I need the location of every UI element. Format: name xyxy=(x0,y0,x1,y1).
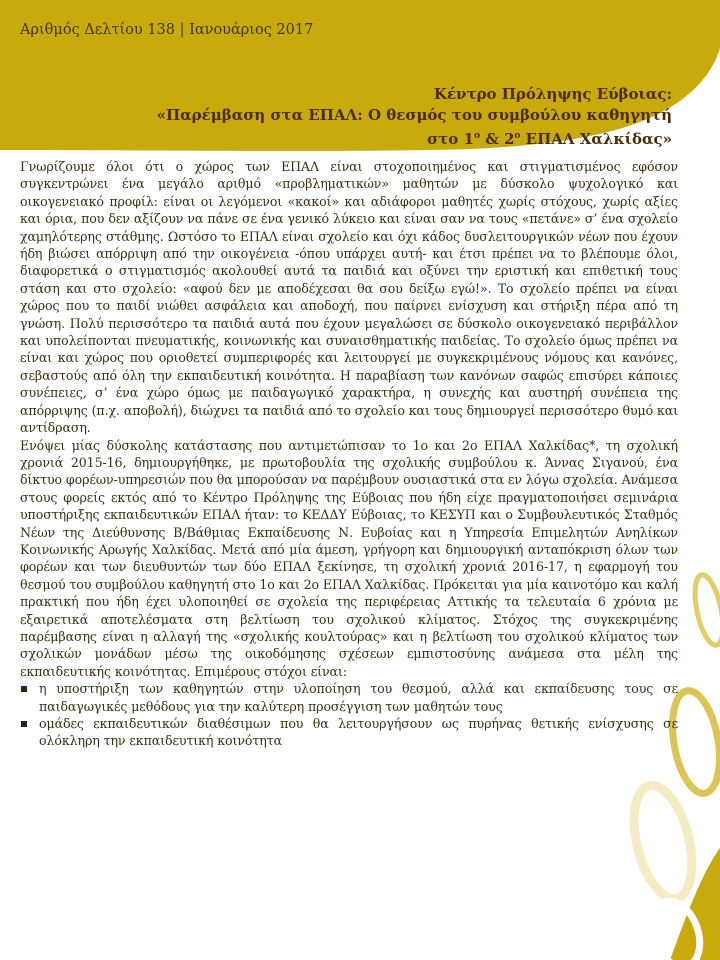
title-line-3 xyxy=(52,126,672,150)
square-bullet-icon xyxy=(21,686,27,692)
title-line-1: Κέντρο Πρόληψης Εύβοιας: xyxy=(433,85,672,103)
article-title xyxy=(52,84,672,150)
title-line-2: «Παρέμβαση στα ΕΠΑΛ: Ο θεσμός του συμβούλου καθηγητή xyxy=(156,106,672,124)
title-line-3-part-b: & 2 xyxy=(479,130,515,148)
paragraph-1: Γνωρίζουμε όλοι ότι ο χώρος των ΕΠΑΛ είναι στοχοποιημένος και στιγματισμένος εφόσον συγκεντρώνει ένα μεγάλο αριθμό «προβληματικών» μαθητών με δύσκολο ψυχολογικό και οικογενειακό προφίλ: είναι οι λεγόμενοι «κακοί» και αδιάφοροι μαθητές χωρίς στόχους, χωρίς αξίες και όρια, που δεν αξίζουν να πάνε σε ένα γενικό λύκειο και είναι σαν να τους «πετάνε» σ’ ένα σχολείο χαμηλότερης στάθμης. Ωστόσο το ΕΠΑΛ είναι σχολείο και όχι κάδος δυσλειτουργικών νέων που έχουν ήδη βιώσει απόρριψη από την οικογένεια -όπου υπάρχει αυτή- και έτσι πρέπει να το βλέπουμε όλοι, διαφορετικά ο στιγματισμός ακολουθεί αυτά τα παιδιά και οξύνει την εριστική και επιθετική τους στάση και στο σχολείο: «αφού δεν με αποδέχεσαι θα σου δείξω εγώ!». Το σχολείο πρέπει να είναι χώρος που το παιδί νιώθει ασφάλεια και αποδοχή, που παίρνει ενίσχυση και στήριξη πέρα από τη γνώση. Πολύ περισσότερο τα παιδιά αυτά που έχουν μεγαλώσει σε δύσκολο οικογενειακό περιβάλλον και υπολείπονται πνευματικής, κοινωνικής και συναισθηματικής παιδείας. Το σχολείο όμως πρέπει να είναι και χώρος που οριοθετεί συμπεριφορές και λειτουργεί με συγκεκριμένους νόμους και κανόνες, σεβαστούς από όλη την εκπαιδευτική κοινότητα. Η παραβίαση των κανόνων σαφώς επισύρει κάποιες συνέπειες, σ’ ένα χώρο όμως με παιδαγωγικό χαρακτήρα, η συνεχής και αυστηρή συνέπεια της απόρριψης (π.χ. αποβολή), διώχνει τα παιδιά από το σχολείο και τους δημιουργεί περισσότερο θυμό και αντίδραση. xyxy=(20,159,678,436)
ordinal-superscript-2: ο xyxy=(514,131,521,141)
objectives-list xyxy=(20,680,678,750)
article-body xyxy=(20,158,678,750)
list-item xyxy=(20,680,678,715)
paragraph-2: Ενόψει μίας δύσκολης κατάστασης που αντιμετώπισαν το 1ο και 2ο ΕΠΑΛ Χαλκίδας*, τη σχολική χρονιά 2015-16, δημιουργήθηκε, με πρωτοβουλία της σχολικής συμβούλου κ. Άννας Σιγανού, ένα δίκτυο φορέων-υπηρεσιών που θα μπορούσαν να παρέμβουν ουσιαστικά στα εν λόγω σχολεία. Ανάμεσα στους φορείς εκτός από το Κέντρο Πρόληψης της Εύβοιας που ήδη είχε πραγματοποιήσει σεμινάρια υποστήριξης εκπαιδευτικών ΕΠΑΛ ήταν: το ΚΕΔΔΥ Εύβοιας, το ΚΕΣΥΠ και ο Συμβουλευτικός Σταθμός Νέων της Διεύθυνσης Β/Βάθμιας Εκπαίδευσης Ν. Ευβοίας και η Υπηρεσία Επιμελητών Ανηλίκων Κοινωνικής Αρωγής Χαλκίδας. Μετά από μία άμεση, γρήγορη και δημιουργική ανταπόκριση όλων των φορέων και των διευθυντών των δύο ΕΠΑΛ ξεκίνησε, τη σχολική χρονιά 2016-17, η εφαρμογή του θεσμού του συμβούλου καθηγητή στο 1ο και 2ο ΕΠΑΛ Χαλκίδας. Πρόκειται για μία καινοτόμο και καλή πρακτική που ήδη έχει υλοποιηθεί σε σχολεία της περιφέρειας Αττικής τα τελευταία 6 χρόνια με εξαιρετικά αποτελέσματα στη βελτίωση του σχολικού κλίματος. Στόχος της συγκεκριμένης παρέμβασης είναι η αλλαγή της «σχολικής κουλτούρας» και η βελτίωση του σχολικού κλίματος των σχολικών μονάδων μέσω της οικοδόμησης σχέσεων εμπιστοσύνης ανάμεσα στα μέλη της εκπαιδευτικής κοινότητας. Επιμέρους στόχοι είναι: xyxy=(20,437,678,679)
title-line-3-part-c: ΕΠΑΛ Χαλκίδας» xyxy=(520,130,672,148)
title-line-3-part-a: στο 1 xyxy=(427,130,474,148)
list-item-text: η υποστήριξη των καθηγητών στην υλοποίηση του θεσμού, αλλά και εκπαίδευσης τους σε παιδαγωγικές μεθόδους για την καλύτερη προσέγγιση των μαθητών τους xyxy=(39,681,678,714)
list-item xyxy=(20,715,678,750)
square-bullet-icon xyxy=(21,721,27,727)
list-item-text: ομάδες εκπαιδευτικών διαθέσιμων που θα λειτουργήσουν ως πυρήνας θετικής ενίσχυσης σε ολόκληρη την εκπαιδευτική κοινότητα xyxy=(39,716,678,749)
ordinal-superscript-1: ο xyxy=(473,131,480,141)
issue-header: Αριθμός Δελτίου 138 | Ιανουάριος 2017 xyxy=(20,22,314,38)
